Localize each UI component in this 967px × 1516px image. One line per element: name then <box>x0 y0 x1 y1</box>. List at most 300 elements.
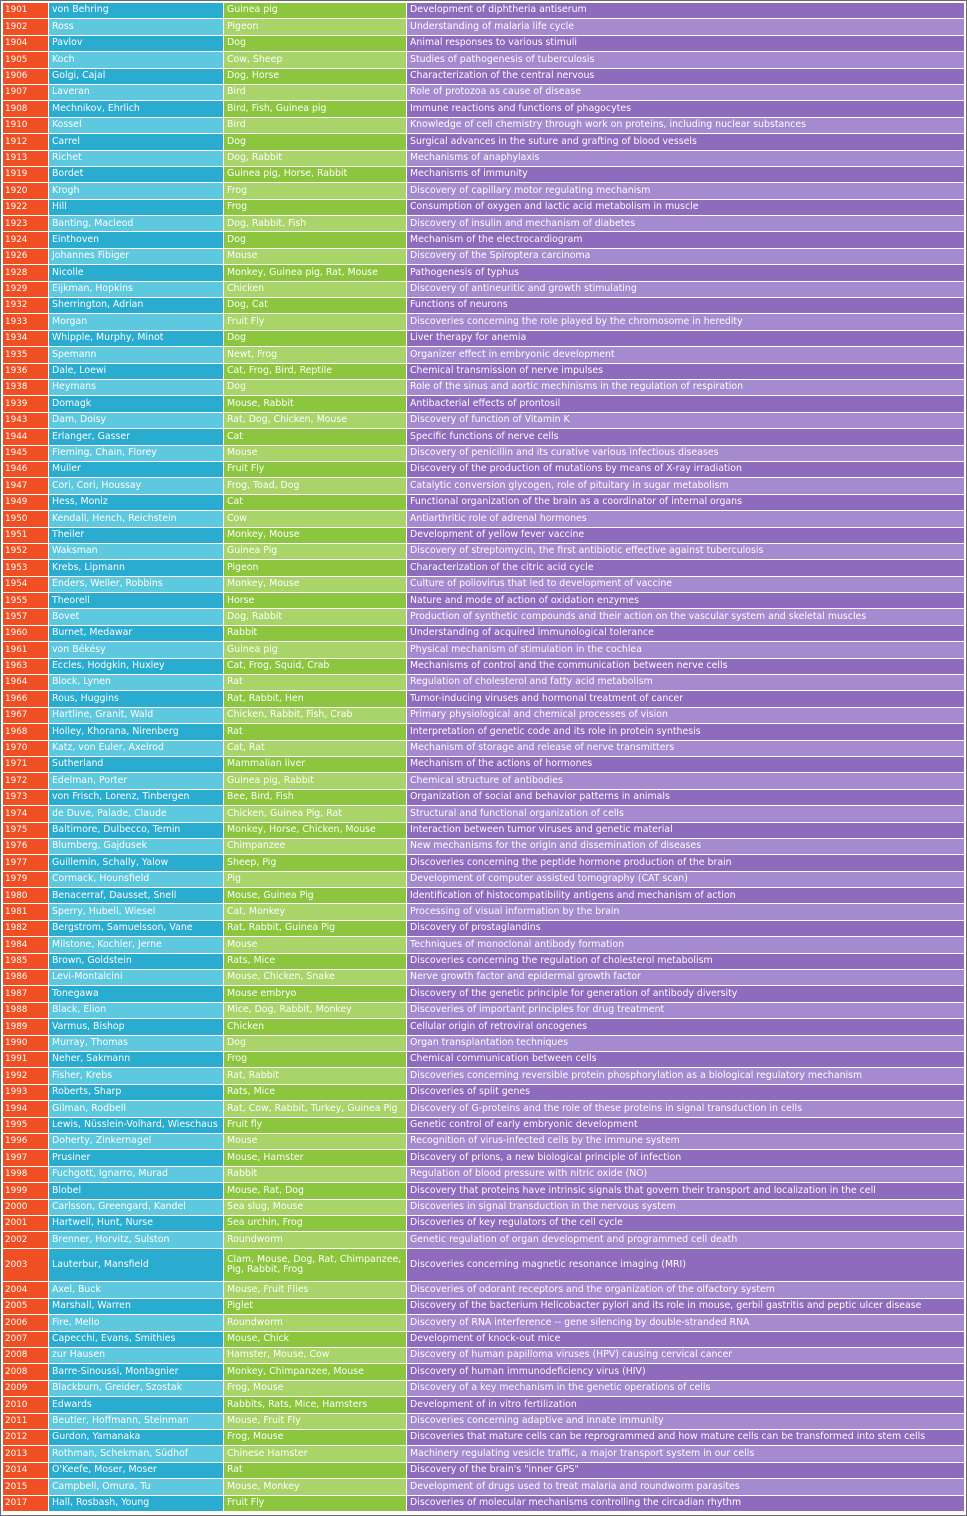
animal-cell: Rat, Cow, Rabbit, Turkey, Guinea Pig <box>224 1101 407 1116</box>
table-row <box>3 1299 964 1315</box>
contribution-cell: Physical mechanism of stimulation in the cochlea <box>407 642 964 657</box>
laureates-cell: Erlanger, Gasser <box>49 429 224 444</box>
year-cell: 2014 <box>3 1463 49 1478</box>
table-row <box>3 790 964 806</box>
year-cell: 1976 <box>3 839 49 854</box>
animal-cell: Fruit Fly <box>224 314 407 329</box>
laureates-cell: Burnet, Medawar <box>49 626 224 641</box>
laureates-cell: Carrel <box>49 134 224 149</box>
year-cell: 2007 <box>3 1332 49 1347</box>
table-row <box>3 1446 964 1462</box>
laureates-cell: Fire, Mello <box>49 1315 224 1330</box>
animal-cell: Frog, Mouse <box>224 1430 407 1445</box>
laureates-cell: Sherrington, Adrian <box>49 298 224 313</box>
year-cell: 1981 <box>3 904 49 919</box>
laureates-cell: Blumberg, Gajdusek <box>49 839 224 854</box>
animal-cell: Bird <box>224 85 407 100</box>
animal-cell: Dog <box>224 36 407 51</box>
animal-cell: Dog <box>224 232 407 247</box>
laureates-cell: Whipple, Murphy, Minot <box>49 331 224 346</box>
animal-cell: Rat, Rabbit, Hen <box>224 691 407 706</box>
table-row <box>3 1167 964 1183</box>
table-row <box>3 495 964 511</box>
table-row <box>3 1332 964 1348</box>
table-row <box>3 1282 964 1298</box>
contribution-cell: Discovery of streptomycin, the first antibiotic effective against tuberculosis <box>407 544 964 559</box>
laureates-cell: Fuchgott, Ignarro, Murad <box>49 1167 224 1182</box>
table-row <box>3 528 964 544</box>
contribution-cell: Surgical advances in the suture and grafting of blood vessels <box>407 134 964 149</box>
table-row <box>3 413 964 429</box>
year-cell: 1967 <box>3 708 49 723</box>
laureates-cell: Rous, Huggins <box>49 691 224 706</box>
animal-cell: Rat, Dog, Chicken, Mouse <box>224 413 407 428</box>
table-row <box>3 1364 964 1380</box>
table-row <box>3 232 964 248</box>
animal-cell: Dog <box>224 331 407 346</box>
contribution-cell: Discoveries concerning reversible protein phosphorylation as a biological regulatory mechanism <box>407 1068 964 1083</box>
contribution-cell: Genetic control of early embryonic development <box>407 1118 964 1133</box>
contribution-cell: Mechanism of storage and release of nerve transmitters <box>407 741 964 756</box>
year-cell: 1993 <box>3 1085 49 1100</box>
year-cell: 2010 <box>3 1397 49 1412</box>
table-row <box>3 872 964 888</box>
animal-cell: Monkey, Mouse <box>224 528 407 543</box>
year-cell: 2017 <box>3 1496 49 1511</box>
contribution-cell: Development of yellow fever vaccine <box>407 528 964 543</box>
year-cell: 2002 <box>3 1232 49 1247</box>
table-row <box>3 52 964 68</box>
table-row <box>3 478 964 494</box>
animal-cell: Monkey, Horse, Chicken, Mouse <box>224 823 407 838</box>
animal-cell: Rat <box>224 1463 407 1478</box>
year-cell: 1938 <box>3 380 49 395</box>
laureates-cell: Kossel <box>49 118 224 133</box>
table-row <box>3 675 964 691</box>
laureates-cell: Cormack, Hounsfield <box>49 872 224 887</box>
table-row <box>3 134 964 150</box>
table-row <box>3 1200 964 1216</box>
table-row <box>3 314 964 330</box>
animal-cell: Clam, Mouse, Dog, Rat, Chimpanzee, Pig, Rabbit, Frog <box>224 1249 407 1282</box>
year-cell: 1923 <box>3 216 49 231</box>
animal-cell: Cat <box>224 495 407 510</box>
year-cell: 1920 <box>3 183 49 198</box>
table-row <box>3 757 964 773</box>
contribution-cell: Discovery of antineuritic and growth stimulating <box>407 282 964 297</box>
contribution-cell: Discovery of capillary motor regulating mechanism <box>407 183 964 198</box>
contribution-cell: Antibacterial effects of prontosil <box>407 396 964 411</box>
table-row <box>3 560 964 576</box>
contribution-cell: Discovery of prostaglandins <box>407 921 964 936</box>
contribution-cell: Regulation of blood pressure with nitric oxide (NO) <box>407 1167 964 1182</box>
laureates-cell: Baltimore, Dulbecco, Temin <box>49 823 224 838</box>
table-row <box>3 462 964 478</box>
contribution-cell: Machinery regulating vesicle traffic, a major transport system in our cells <box>407 1446 964 1461</box>
contribution-cell: Interpretation of genetic code and its role in protein synthesis <box>407 724 964 739</box>
animal-cell: Rat <box>224 675 407 690</box>
laureates-cell: Laveran <box>49 85 224 100</box>
year-cell: 2012 <box>3 1430 49 1445</box>
laureates-cell: Murray, Thomas <box>49 1036 224 1051</box>
year-cell: 1950 <box>3 511 49 526</box>
animal-cell: Cat, Frog, Squid, Crab <box>224 659 407 674</box>
contribution-cell: Development of in vitro fertilization <box>407 1397 964 1412</box>
year-cell: 2006 <box>3 1315 49 1330</box>
laureates-cell: Guillemin, Schally, Yalow <box>49 855 224 870</box>
laureates-cell: Theorell <box>49 593 224 608</box>
laureates-cell: Blobel <box>49 1183 224 1198</box>
year-cell: 1936 <box>3 364 49 379</box>
animal-cell: Dog, Horse <box>224 69 407 84</box>
contribution-cell: Antiarthritic role of adrenal hormones <box>407 511 964 526</box>
animal-cell: Cow, Sheep <box>224 52 407 67</box>
year-cell: 1946 <box>3 462 49 477</box>
laureates-cell: Bordet <box>49 167 224 182</box>
year-cell: 1955 <box>3 593 49 608</box>
animal-cell: Dog, Rabbit <box>224 151 407 166</box>
contribution-cell: Catalytic conversion glycogen, role of pituitary in sugar metabolism <box>407 478 964 493</box>
contribution-cell: Mechanisms of anaphylaxis <box>407 151 964 166</box>
laureates-cell: Bergstrom, Samuelsson, Vane <box>49 921 224 936</box>
animal-cell: Cat <box>224 429 407 444</box>
contribution-cell: Consumption of oxygen and lactic acid metabolism in muscle <box>407 200 964 215</box>
year-cell: 2008 <box>3 1348 49 1363</box>
animal-cell: Mice, Dog, Rabbit, Monkey <box>224 1003 407 1018</box>
table-row <box>3 1101 964 1117</box>
year-cell: 1919 <box>3 167 49 182</box>
table-row <box>3 167 964 183</box>
laureates-cell: Blackburn, Greider, Szostak <box>49 1381 224 1396</box>
contribution-cell: Mechanisms of immunity <box>407 167 964 182</box>
table-row <box>3 741 964 757</box>
year-cell: 1988 <box>3 1003 49 1018</box>
laureates-cell: Brown, Goldstein <box>49 954 224 969</box>
table-row <box>3 331 964 347</box>
year-cell: 1991 <box>3 1052 49 1067</box>
laureates-cell: Prusiner <box>49 1150 224 1165</box>
table-row <box>3 921 964 937</box>
animal-cell: Hamster, Mouse, Cow <box>224 1348 407 1363</box>
laureates-cell: Fleming, Chain, Florey <box>49 446 224 461</box>
animal-cell: Rabbit <box>224 626 407 641</box>
laureates-cell: Krebs, Lipmann <box>49 560 224 575</box>
contribution-cell: Studies of pathogenesis of tuberculosis <box>407 52 964 67</box>
contribution-cell: Understanding of malaria life cycle <box>407 19 964 34</box>
animal-cell: Mouse, Fruit Fly <box>224 1414 407 1429</box>
laureates-cell: Block, Lynen <box>49 675 224 690</box>
table-row <box>3 577 964 593</box>
table-row <box>3 823 964 839</box>
contribution-cell: Discovery of human immunodeficiency virus (HIV) <box>407 1364 964 1379</box>
contribution-cell: Techniques of monoclonal antibody formation <box>407 937 964 952</box>
year-cell: 1904 <box>3 36 49 51</box>
laureates-cell: O'Keefe, Moser, Moser <box>49 1463 224 1478</box>
animal-cell: Mammalian liver <box>224 757 407 772</box>
table-row <box>3 1134 964 1150</box>
animal-cell: Bee, Bird, Fish <box>224 790 407 805</box>
year-cell: 1932 <box>3 298 49 313</box>
year-cell: 1970 <box>3 741 49 756</box>
year-cell: 1935 <box>3 347 49 362</box>
contribution-cell: Animal responses to various stimuli <box>407 36 964 51</box>
year-cell: 1957 <box>3 609 49 624</box>
laureates-cell: Spemann <box>49 347 224 362</box>
contribution-cell: Interaction between tumor viruses and genetic material <box>407 823 964 838</box>
table-row <box>3 1003 964 1019</box>
laureates-cell: Roberts, Sharp <box>49 1085 224 1100</box>
animal-cell: Mouse <box>224 1134 407 1149</box>
contribution-cell: Development of computer assisted tomography (CAT scan) <box>407 872 964 887</box>
laureates-cell: Einthoven <box>49 232 224 247</box>
year-cell: 1952 <box>3 544 49 559</box>
animal-cell: Pig <box>224 872 407 887</box>
animal-cell: Guinea Pig <box>224 544 407 559</box>
year-cell: 1995 <box>3 1118 49 1133</box>
year-cell: 1997 <box>3 1150 49 1165</box>
laureates-cell: Dale, Loewi <box>49 364 224 379</box>
laureates-cell: Levi-Montalcini <box>49 970 224 985</box>
year-cell: 1985 <box>3 954 49 969</box>
animal-cell: Chicken, Guinea Pig, Rat <box>224 806 407 821</box>
table-row <box>3 1232 964 1248</box>
laureates-cell: Axel, Buck <box>49 1282 224 1297</box>
table-row <box>3 1249 964 1283</box>
table-row <box>3 429 964 445</box>
year-cell: 1924 <box>3 232 49 247</box>
contribution-cell: Production of synthetic compounds and their action on the vascular system and skeletal muscles <box>407 609 964 624</box>
contribution-cell: Discoveries of odorant receptors and the organization of the olfactory system <box>407 1282 964 1297</box>
animal-cell: Dog, Rabbit <box>224 609 407 624</box>
contribution-cell: Discovery of RNA interference -- gene silencing by double-stranded RNA <box>407 1315 964 1330</box>
table-row <box>3 85 964 101</box>
animal-cell: Fruit fly <box>224 1118 407 1133</box>
laureates-cell: Carlsson, Greengard, Kandel <box>49 1200 224 1215</box>
table-row <box>3 806 964 822</box>
contribution-cell: Development of knock-out mice <box>407 1332 964 1347</box>
table-row <box>3 347 964 363</box>
year-cell: 1913 <box>3 151 49 166</box>
year-cell: 1974 <box>3 806 49 821</box>
table-row <box>3 249 964 265</box>
table-row <box>3 904 964 920</box>
contribution-cell: Nerve growth factor and epidermal growth factor <box>407 970 964 985</box>
laureates-cell: Heymans <box>49 380 224 395</box>
laureates-cell: Sperry, Hubell, Wiesel <box>49 904 224 919</box>
year-cell: 1939 <box>3 396 49 411</box>
year-cell: 1979 <box>3 872 49 887</box>
contribution-cell: Development of drugs used to treat malaria and roundworm parasites <box>407 1479 964 1494</box>
animal-cell: Monkey, Mouse <box>224 577 407 592</box>
animal-cell: Pigeon <box>224 560 407 575</box>
contribution-cell: Chemical structure of antibodies <box>407 773 964 788</box>
laureates-cell: Campbell, Omura, Tu <box>49 1479 224 1494</box>
contribution-cell: Functional organization of the brain as a coordinator of internal organs <box>407 495 964 510</box>
year-cell: 1973 <box>3 790 49 805</box>
laureates-cell: Benacerraf, Dausset, Snell <box>49 888 224 903</box>
table-row <box>3 101 964 117</box>
table-row <box>3 855 964 871</box>
animal-cell: Chicken <box>224 282 407 297</box>
table-row <box>3 724 964 740</box>
animal-cell: Dog <box>224 134 407 149</box>
year-cell: 1922 <box>3 200 49 215</box>
animal-cell: Roundworm <box>224 1232 407 1247</box>
table-row <box>3 69 964 85</box>
contribution-cell: Discovery of human papilloma viruses (HPV) causing cervical cancer <box>407 1348 964 1363</box>
laureates-cell: Ross <box>49 19 224 34</box>
laureates-cell: Edwards <box>49 1397 224 1412</box>
year-cell: 1951 <box>3 528 49 543</box>
animal-cell: Guinea pig, Horse, Rabbit <box>224 167 407 182</box>
laureates-cell: Muller <box>49 462 224 477</box>
animal-cell: Frog, Toad, Dog <box>224 478 407 493</box>
year-cell: 1992 <box>3 1068 49 1083</box>
table-row <box>3 1150 964 1166</box>
contribution-cell: Liver therapy for anemia <box>407 331 964 346</box>
year-cell: 1949 <box>3 495 49 510</box>
laureates-cell: Hill <box>49 200 224 215</box>
year-cell: 1966 <box>3 691 49 706</box>
year-cell: 1980 <box>3 888 49 903</box>
table-row <box>3 1496 964 1512</box>
table-row <box>3 396 964 412</box>
year-cell: 2015 <box>3 1479 49 1494</box>
table-row <box>3 937 964 953</box>
table-row <box>3 1414 964 1430</box>
contribution-cell: Mechanism of the electrocardiogram <box>407 232 964 247</box>
animal-cell: Mouse <box>224 937 407 952</box>
year-cell: 1994 <box>3 1101 49 1116</box>
year-cell: 1964 <box>3 675 49 690</box>
nobel-animal-table <box>3 3 964 1512</box>
animal-cell: Mouse, Guinea Pig <box>224 888 407 903</box>
contribution-cell: Mechanisms of control and the communication between nerve cells <box>407 659 964 674</box>
animal-cell: Frog <box>224 200 407 215</box>
table-row <box>3 1019 964 1035</box>
laureates-cell: Cori, Cori, Houssay <box>49 478 224 493</box>
animal-cell: Mouse, Hamster <box>224 1150 407 1165</box>
animal-cell: Rats, Mice <box>224 954 407 969</box>
animal-cell: Horse <box>224 593 407 608</box>
contribution-cell: Discoveries concerning adaptive and innate immunity <box>407 1414 964 1429</box>
year-cell: 1947 <box>3 478 49 493</box>
table-row <box>3 1315 964 1331</box>
contribution-cell: Discovery of the production of mutations by means of X-ray irradiation <box>407 462 964 477</box>
table-row <box>3 200 964 216</box>
year-cell: 1963 <box>3 659 49 674</box>
year-cell: 1954 <box>3 577 49 592</box>
year-cell: 1984 <box>3 937 49 952</box>
laureates-cell: Hess, Moniz <box>49 495 224 510</box>
animal-cell: Rabbits, Rats, Mice, Hamsters <box>224 1397 407 1412</box>
year-cell: 1906 <box>3 69 49 84</box>
contribution-cell: Role of protozoa as cause of disease <box>407 85 964 100</box>
year-cell: 1989 <box>3 1019 49 1034</box>
year-cell: 1975 <box>3 823 49 838</box>
contribution-cell: Development of diphtheria antiserum <box>407 3 964 18</box>
animal-cell: Guinea pig <box>224 642 407 657</box>
table-row <box>3 511 964 527</box>
year-cell: 2008 <box>3 1364 49 1379</box>
table-row <box>3 282 964 298</box>
laureates-cell: Lewis, Nüsslein-Volhard, Wieschaus <box>49 1118 224 1133</box>
table-row <box>3 216 964 232</box>
table-row <box>3 1463 964 1479</box>
laureates-cell: Sutherland <box>49 757 224 772</box>
table-row <box>3 642 964 658</box>
animal-cell: Rat, Rabbit, Guinea Pig <box>224 921 407 936</box>
contribution-cell: Immune reactions and functions of phagocytes <box>407 101 964 116</box>
year-cell: 2003 <box>3 1249 49 1282</box>
animal-cell: Frog, Mouse <box>224 1381 407 1396</box>
table-row <box>3 1430 964 1446</box>
contribution-cell: New mechanisms for the origin and dissemination of diseases <box>407 839 964 854</box>
year-cell: 1901 <box>3 3 49 18</box>
animal-cell: Mouse, Rabbit <box>224 396 407 411</box>
contribution-cell: Chemical transmission of nerve impulses <box>407 364 964 379</box>
contribution-cell: Discoveries of molecular mechanisms controlling the circadian rhythm <box>407 1496 964 1511</box>
laureates-cell: Krogh <box>49 183 224 198</box>
animal-cell: Guinea pig, Rabbit <box>224 773 407 788</box>
animal-cell: Dog <box>224 380 407 395</box>
contribution-cell: Discoveries of split genes <box>407 1085 964 1100</box>
laureates-cell: Banting, Macleod <box>49 216 224 231</box>
table-row <box>3 118 964 134</box>
animal-cell: Mouse <box>224 249 407 264</box>
contribution-cell: Organ transplantation techniques <box>407 1036 964 1051</box>
year-cell: 1982 <box>3 921 49 936</box>
laureates-cell: Domagk <box>49 396 224 411</box>
contribution-cell: Primary physiological and chemical processes of vision <box>407 708 964 723</box>
table-row <box>3 19 964 35</box>
laureates-cell: de Duve, Palade, Claude <box>49 806 224 821</box>
laureates-cell: Gilman, Rodbell <box>49 1101 224 1116</box>
table-row <box>3 544 964 560</box>
contribution-cell: Discoveries concerning the regulation of cholesterol metabolism <box>407 954 964 969</box>
laureates-cell: Black, Elion <box>49 1003 224 1018</box>
year-cell: 1998 <box>3 1167 49 1182</box>
contribution-cell: Discoveries of key regulators of the cell cycle <box>407 1216 964 1231</box>
laureates-cell: Morgan <box>49 314 224 329</box>
year-cell: 1996 <box>3 1134 49 1149</box>
contribution-cell: Chemical communication between cells <box>407 1052 964 1067</box>
laureates-cell: von Behring <box>49 3 224 18</box>
contribution-cell: Discoveries that mature cells can be reprogrammed and how mature cells can be transformed into stem cells <box>407 1430 964 1445</box>
contribution-cell: Discovery of penicillin and its curative various infectious diseases <box>407 446 964 461</box>
contribution-cell: Organizer effect in embryonic development <box>407 347 964 362</box>
table-row <box>3 1348 964 1364</box>
table-row <box>3 1068 964 1084</box>
animal-cell: Fruit Fly <box>224 1496 407 1511</box>
table-row <box>3 1052 964 1068</box>
laureates-cell: Hartwell, Hunt, Nurse <box>49 1216 224 1231</box>
animal-cell: Fruit Fly <box>224 462 407 477</box>
animal-cell: Cat, Monkey <box>224 904 407 919</box>
laureates-cell: Gurdon, Yamanaka <box>49 1430 224 1445</box>
year-cell: 1910 <box>3 118 49 133</box>
laureates-cell: Tonegawa <box>49 986 224 1001</box>
year-cell: 1912 <box>3 134 49 149</box>
year-cell: 1968 <box>3 724 49 739</box>
animal-cell: Pigeon <box>224 19 407 34</box>
contribution-cell: Characterization of the citric acid cycle <box>407 560 964 575</box>
table-row <box>3 1118 964 1134</box>
laureates-cell: Pavlov <box>49 36 224 51</box>
contribution-cell: Functions of neurons <box>407 298 964 313</box>
animal-cell: Dog, Cat <box>224 298 407 313</box>
contribution-cell: Discovery of the bacterium Helicobacter pylori and its role in mouse, gerbil gastritis and peptic ulcer disease <box>407 1299 964 1314</box>
